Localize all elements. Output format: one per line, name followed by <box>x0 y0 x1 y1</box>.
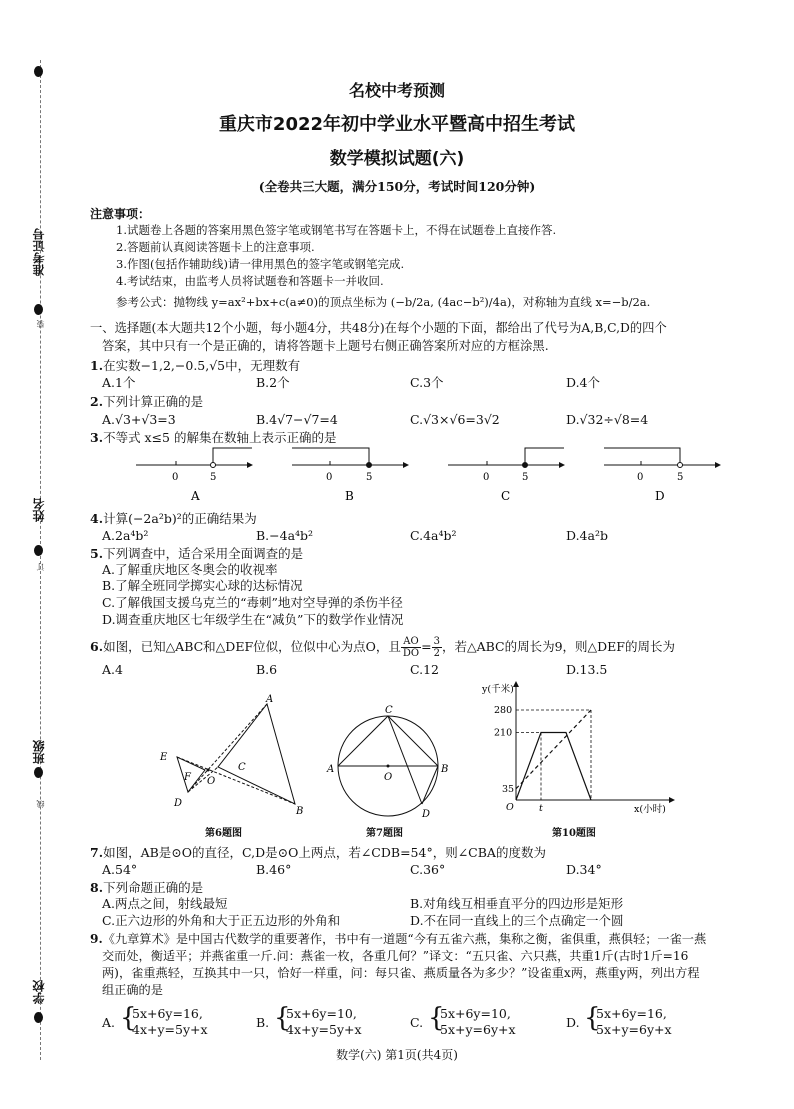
question-number: 6. <box>90 639 104 654</box>
page-footer: 数学(六) 第1页(共4页) <box>336 1048 458 1062</box>
point-f: F <box>184 772 191 783</box>
number-line-figures <box>0 440 794 510</box>
binding-hole <box>34 767 43 778</box>
ratio-fraction <box>401 636 421 659</box>
option-c: C.正六边形的外角和大于正五边形的外角和 <box>102 913 341 928</box>
option-c: C.36° <box>410 862 446 877</box>
option-d: D.34° <box>566 862 602 877</box>
y-axis-label: y(千米) <box>482 684 514 695</box>
note-item: 3.作图(包括作辅助线)请一律用黑色的签字笔或钢笔完成. <box>116 257 405 271</box>
school-label: 学校 <box>32 980 46 1004</box>
question-stem: 不等式 x≤5 的解集在数轴上表示正确的是 <box>103 430 337 445</box>
figure-7-caption: 第7题图 <box>366 828 403 839</box>
question-stem: 在实数−1,2,−0.5,√5中，无理数有 <box>103 358 301 373</box>
series-group <box>516 710 591 800</box>
figure-10-chart <box>478 678 678 824</box>
figure-10-caption: 第10题图 <box>552 828 596 839</box>
equation-line: 4x+y=5y+x <box>286 1022 362 1037</box>
series-line-solid <box>516 733 591 801</box>
question-stem: 如图，已知△ABC和△DEF位似，位似中心为点O，且 <box>103 639 401 654</box>
brace-icon: { <box>428 1003 445 1033</box>
question-stem-line: 交而处，衡适平；并燕雀重一斤.问：燕雀一枚，各重几何？”译文：“五只雀、六只燕，共重1斤(古时1斤=16 <box>102 949 689 963</box>
option-d: D.调查重庆地区七年级学生在“减负”下的数学作业情况 <box>102 612 404 627</box>
question-1 <box>90 358 300 374</box>
fraction-denominator: 2 <box>433 648 440 659</box>
option-a: A.了解重庆地区冬奥会的收视率 <box>102 562 278 577</box>
class-label: 班级 <box>32 740 46 764</box>
equation-line: 5x+y=6y+x <box>440 1022 516 1037</box>
note-item: 1.试题卷上各题的答案用黑色签字笔或钢笔书写在答题卡上，不得在试题卷上直接作答. <box>116 223 557 237</box>
x-tick-t: t <box>539 803 543 814</box>
binding-hole <box>34 1012 43 1023</box>
question-stem: 下列调查中，适合采用全面调查的是 <box>103 546 304 561</box>
option-b: B.2个 <box>256 375 290 390</box>
x-axis-label: x(小时) <box>634 804 666 815</box>
series-line-dashed <box>516 710 591 789</box>
option-a-label: A <box>191 489 200 503</box>
option-d: D.4个 <box>566 375 601 390</box>
brace-icon: { <box>120 1003 137 1033</box>
binding-hole <box>34 545 43 556</box>
question-7 <box>90 845 546 861</box>
reference-formula <box>116 294 650 310</box>
y-tick-35: 35 <box>502 783 515 795</box>
question-5 <box>90 546 303 562</box>
option-a: A.4 <box>102 662 123 677</box>
question-9 <box>90 931 706 947</box>
brace-icon: { <box>274 1003 291 1033</box>
option-b: B.对角线互相垂直平分的四边形是矩形 <box>410 896 624 911</box>
binding-line <box>40 60 41 1060</box>
brace-icon: { <box>584 1003 601 1033</box>
guide-lines <box>516 710 591 800</box>
section1-heading-line2: 答案，其中只有一个是正确的，请将答题卡上题号右侧正确答案所对应的方框涂黑. <box>102 339 549 353</box>
question-number: 7. <box>90 845 104 860</box>
option-c: C.4a⁴b² <box>410 528 457 543</box>
option-c: C.12 <box>410 662 439 677</box>
question-stem: 计算(−2a²b)²的正确结果为 <box>103 511 257 526</box>
point-c: C <box>385 705 393 716</box>
formula-prefix: 参考公式：抛物线 y=ax²+bx+c(a≠0)的顶点坐标为 <box>116 295 388 309</box>
point-o: O <box>384 772 393 783</box>
notes-heading: 注意事项： <box>90 207 151 221</box>
binding-hole <box>34 304 43 315</box>
option-d: D.√32÷√8=4 <box>566 412 649 427</box>
point-o: O <box>207 776 216 787</box>
point-b: B <box>296 806 304 817</box>
option-c-label: C <box>501 489 511 503</box>
point-c: C <box>238 762 246 773</box>
option-d: D.不在同一直线上的三个点确定一个圆 <box>410 913 624 928</box>
point-a: A <box>266 694 274 705</box>
tick-5: 5 <box>522 472 529 483</box>
number-line-d <box>604 448 720 483</box>
option-c: C.√3×√6=3√2 <box>410 412 500 427</box>
binding-hole <box>34 66 43 77</box>
equation-line: 5x+6y=16, <box>596 1006 667 1021</box>
option-letter: D. <box>566 1015 580 1030</box>
tick-5: 5 <box>677 472 684 483</box>
option-a: A.√3+√3=3 <box>102 412 176 427</box>
note-item: 4.考试结束，由监考人员将试题卷和答题卡一并收回. <box>116 274 384 288</box>
question-number: 3. <box>90 430 104 445</box>
equation-line: 5x+6y=10, <box>286 1006 357 1021</box>
note-item: 2.答题前认真阅读答题卡上的注意事项. <box>116 240 315 254</box>
question-stem-line: 两)，雀重燕轻，互换其中一只，恰好一样重，问：每只雀、燕质量各为多少？”设雀重x两，燕重y两，列出方程 <box>102 966 700 980</box>
formula-vertex: (−b/2a, (4ac−b²)/4a) <box>390 295 512 309</box>
tick-0: 0 <box>172 472 179 483</box>
option-letter: C. <box>410 1015 424 1030</box>
tick-0: 0 <box>483 472 490 483</box>
y-tick-210: 210 <box>494 727 513 739</box>
number-line-b <box>292 448 408 483</box>
figure-7 <box>326 700 456 825</box>
question-stem: 如图，AB是⊙O的直径，C,D是⊙O上两点，若∠CDB=54°，则∠CBA的度数为 <box>103 845 546 860</box>
fraction-denominator: DO <box>402 648 420 659</box>
option-b: B.了解全班同学掷实心球的达标情况 <box>102 578 303 593</box>
option-a: A.2a⁴b² <box>102 528 149 543</box>
option-b-label: B <box>345 489 354 503</box>
number-line-c <box>448 448 564 483</box>
figure-6 <box>150 690 320 825</box>
option-d: D.13.5 <box>566 662 608 677</box>
question-6: 6.如图，已知△ABC和△DEF位似，位似中心为点O，且 $\frac{AO}{DO}$ = $\frac{3}{2}$ ，若△ABC的周长为9，则△DEF的周长为 <box>90 636 675 659</box>
option-b: B.46° <box>256 862 292 877</box>
tick-0: 0 <box>326 472 333 483</box>
option-letter: A. <box>102 1015 116 1030</box>
mark-ding: 订 <box>36 563 45 571</box>
tick-0: 0 <box>637 472 644 483</box>
option-c: C.3个 <box>410 375 444 390</box>
question-number: 4. <box>90 511 104 526</box>
mark-xian: 线 <box>36 800 45 808</box>
exam-info: (全卷共三大题，满分150分，考试时间120分钟) <box>258 179 536 194</box>
question-number: 2. <box>90 394 104 409</box>
ratio-value <box>432 636 442 659</box>
fraction-numerator: AO <box>401 636 421 648</box>
origin-label: O <box>506 802 514 813</box>
exam-title: 重庆市2022年初中学业水平暨高中招生考试 <box>218 114 576 135</box>
point-a: A <box>327 764 335 775</box>
option-letter: B. <box>256 1015 270 1030</box>
formula-axis: ，对称轴为直线 x=−b/2a. <box>511 295 651 309</box>
mark-zhuang: 装 <box>36 320 45 328</box>
number-line-a <box>136 448 252 483</box>
question-stem-line: 组正确的是 <box>102 983 163 997</box>
equation-line: 5x+6y=10, <box>440 1006 511 1021</box>
option-c: C.了解俄国支援乌克兰的“毒刺”地对空导弹的杀伤半径 <box>102 595 403 610</box>
question-stem: 《九章算术》是中国古代数学的重要著作，书中有一道题“今有五雀六燕，集称之衡，雀俱重，燕俱轻；一雀一燕 <box>102 932 707 946</box>
equation-line: 5x+6y=16, <box>132 1006 203 1021</box>
name-label: 姓名 <box>32 498 46 522</box>
point-e: E <box>160 752 168 763</box>
tick-5: 5 <box>366 472 373 483</box>
question-stem: 下列命题正确的是 <box>103 880 204 895</box>
option-b: B.4√7−√7=4 <box>256 412 338 427</box>
question-8 <box>90 880 203 896</box>
question-number: 9. <box>90 932 103 946</box>
question-4 <box>90 511 257 527</box>
y-tick-280: 280 <box>494 705 513 716</box>
point-d: D <box>422 809 431 820</box>
equation-line: 4x+y=5y+x <box>132 1022 208 1037</box>
question-stem: ，若△ABC的周长为9，则△DEF的周长为 <box>441 639 675 654</box>
question-number: 1. <box>90 358 104 373</box>
option-a: A.54° <box>102 862 138 877</box>
question-number: 5. <box>90 546 104 561</box>
question-stem: 下列计算正确的是 <box>103 394 204 409</box>
figure-6-caption: 第6题图 <box>205 828 242 839</box>
exam-id-label: 准考证号 <box>32 228 46 276</box>
option-d-label: D <box>655 489 665 503</box>
option-a: A.两点之间，射线最短 <box>102 896 228 911</box>
option-b: B.−4a⁴b² <box>256 528 314 543</box>
option-a: A.1个 <box>102 375 136 390</box>
option-d: D.4a²b <box>566 528 608 543</box>
section1-heading: 一、选择题(本大题共12个小题，每小题4分，共48分)在每个小题的下面，都给出了代号为A,B,C,D的四个 <box>90 321 667 335</box>
equation-line: 5x+y=6y+x <box>596 1022 672 1037</box>
point-d: D <box>174 798 183 809</box>
option-b: B.6 <box>256 662 278 677</box>
exam-subtitle: 数学模拟试题(六) <box>329 149 465 169</box>
fraction-numerator: 3 <box>433 636 440 647</box>
point-b: B <box>441 764 449 775</box>
tick-5: 5 <box>210 472 217 483</box>
question-2 <box>90 394 203 410</box>
exam-tag: 名校中考预测 <box>348 81 445 100</box>
question-number: 8. <box>90 880 104 895</box>
